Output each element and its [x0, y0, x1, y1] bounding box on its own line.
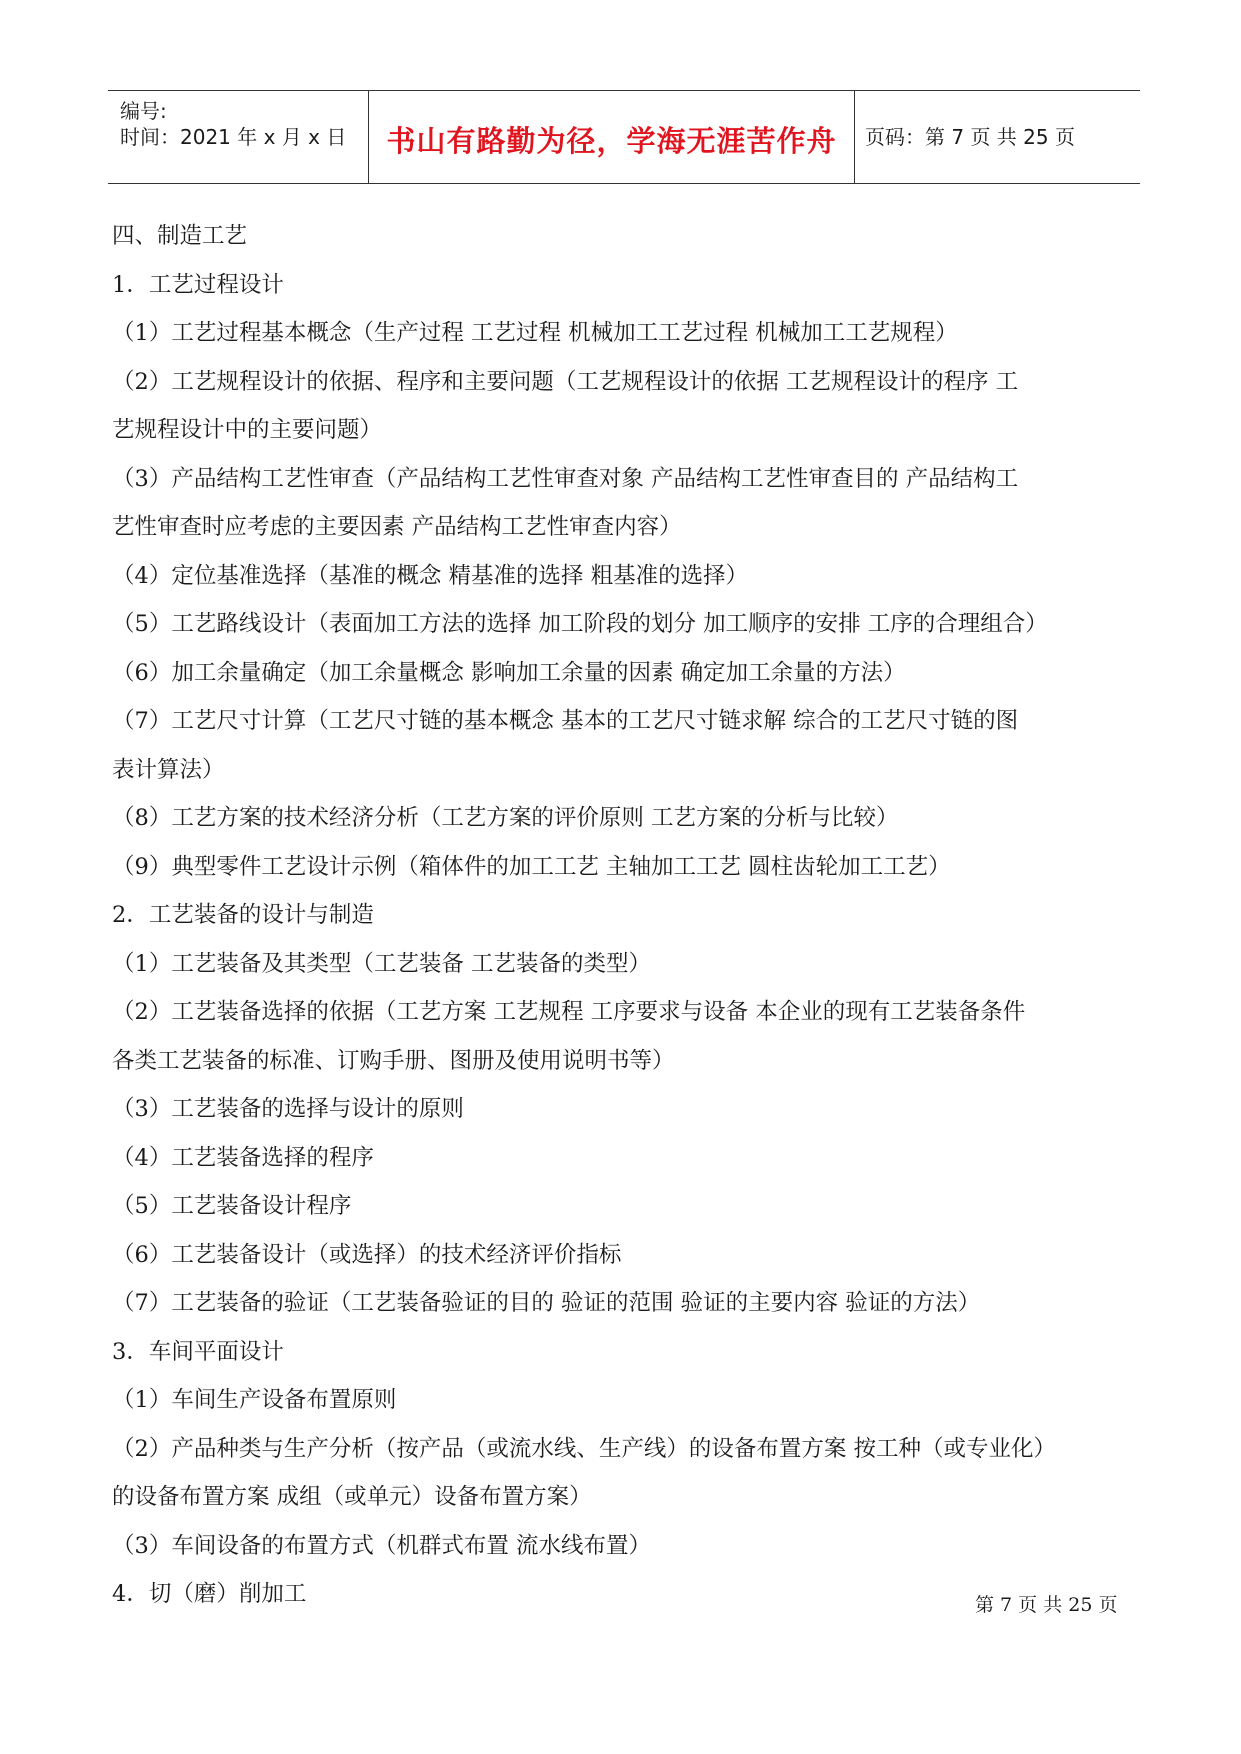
text-line: 3．车间平面设计	[112, 1338, 284, 1365]
document-body	[112, 212, 1142, 1619]
header-right-cell	[853, 91, 1140, 183]
doc-time-label: 时间：2021 年 x 月 x 日	[120, 125, 347, 149]
text-line: 2．工艺装备的设计与制造	[112, 902, 374, 928]
text-line: （3）车间设备的布置方式（机群式布置 流水线布置）	[112, 1532, 651, 1559]
page-header	[108, 90, 1140, 184]
text-line: （1）工艺装备及其类型（工艺装备 工艺装备的类型）	[112, 950, 651, 977]
text-line: 艺性审查时应考虑的主要因素 产品结构工艺性审查内容）	[112, 514, 682, 540]
text-line: （9）典型零件工艺设计示例（箱体件的加工工艺 主轴加工工艺 圆柱齿轮加工工艺）	[112, 853, 951, 880]
text-line: 1．工艺过程设计	[112, 271, 284, 298]
text-line: （6）加工余量确定（加工余量概念 影响加工余量的因素 确定加工余量的方法）	[112, 659, 906, 686]
text-line: （1）车间生产设备布置原则	[112, 1387, 397, 1413]
text-line: （5）工艺路线设计（表面加工方法的选择 加工阶段的划分 加工顺序的安排 工序的合理组合）	[112, 611, 1048, 637]
page-footer: 第 7 页 共 25 页	[975, 1594, 1118, 1616]
text-line: （4）定位基准选择（基准的概念 精基准的选择 粗基准的选择）	[112, 562, 749, 589]
header-slogan: 书山有路勤为径，学海无涯苦作舟	[386, 124, 837, 158]
header-middle-cell	[368, 91, 855, 183]
text-line: 各类工艺装备的标准、订购手册、图册及使用说明书等）	[112, 1047, 675, 1074]
text-line: （2）工艺规程设计的依据、程序和主要问题（工艺规程设计的依据 工艺规程设计的程序 工	[112, 368, 1019, 395]
text-line: 4．切（磨）削加工	[112, 1581, 307, 1607]
text-line: （2）工艺装备选择的依据（工艺方案 工艺规程 工序要求与设备 本企业的现有工艺装备条件	[112, 999, 1026, 1025]
text-line: （2）产品种类与生产分析（按产品（或流水线、生产线）的设备布置方案 按工种（或专业化）	[112, 1435, 1056, 1462]
text-line: 的设备布置方案 成组（或单元）设备布置方案）	[112, 1484, 592, 1510]
text-line: （8）工艺方案的技术经济分析（工艺方案的评价原则 工艺方案的分析与比较）	[112, 805, 899, 831]
text-line: （3）工艺装备的选择与设计的原则	[112, 1096, 464, 1122]
doc-number-label: 编号:	[120, 99, 167, 123]
header-left-cell	[108, 91, 368, 183]
text-line: 艺规程设计中的主要问题）	[112, 417, 383, 443]
text-line: （4）工艺装备选择的程序	[112, 1144, 374, 1171]
text-line: （1）工艺过程基本概念（生产过程 工艺过程 机械加工工艺过程 机械加工工艺规程）	[112, 320, 958, 346]
text-line: （3）产品结构工艺性审查（产品结构工艺性审查对象 产品结构工艺性审查目的 产品结构工	[112, 465, 1019, 492]
text-line: （7）工艺装备的验证（工艺装备验证的目的 验证的范围 验证的主要内容 验证的方法）	[112, 1290, 981, 1316]
header-page-info: 页码：第 7 页 共 25 页	[865, 125, 1075, 149]
text-line: 表计算法）	[112, 756, 225, 783]
text-line: （7）工艺尺寸计算（工艺尺寸链的基本概念 基本的工艺尺寸链求解 综合的工艺尺寸链的图	[112, 708, 1019, 734]
text-line: （5）工艺装备设计程序	[112, 1193, 352, 1219]
text-line: （6）工艺装备设计（或选择）的技术经济评价指标	[112, 1241, 622, 1268]
text-line: 四、制造工艺	[112, 223, 248, 249]
